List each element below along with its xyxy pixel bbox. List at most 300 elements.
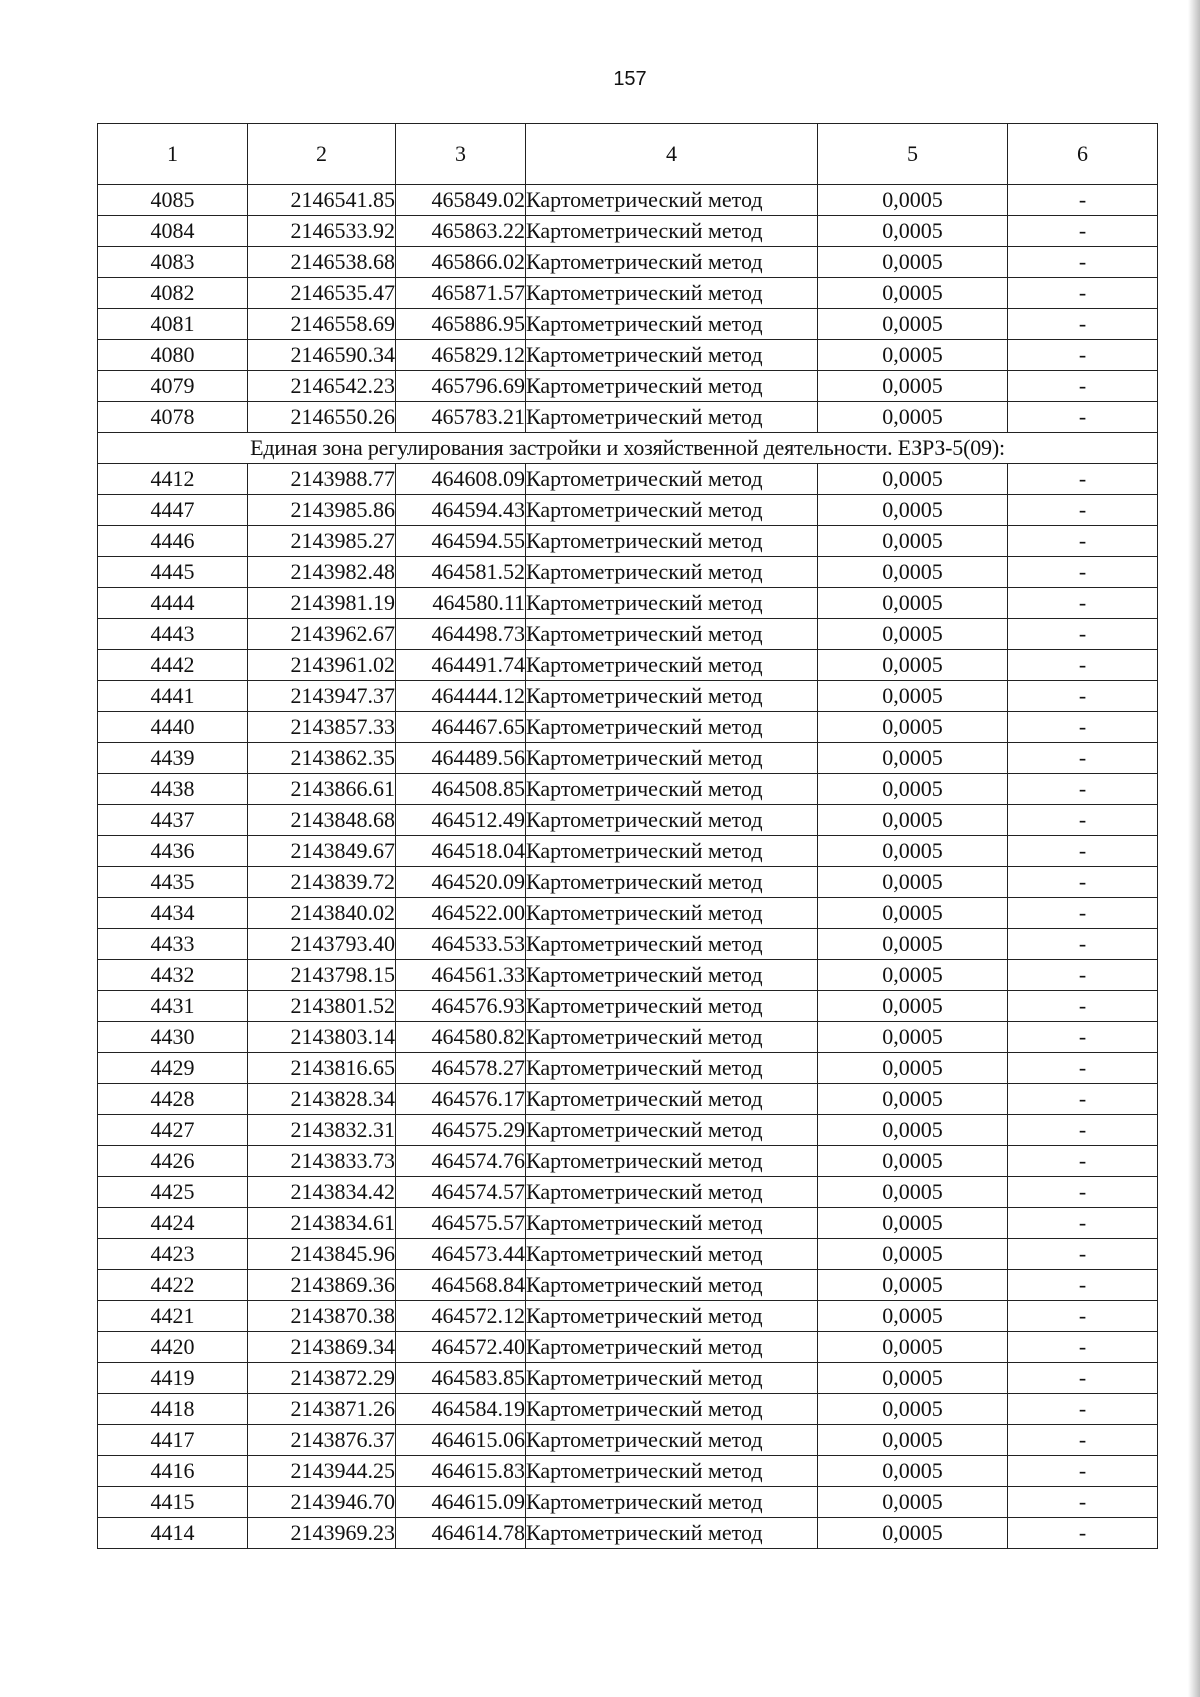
x-coordinate-cell: 2143866.61 [248, 774, 396, 805]
table-row [98, 1332, 1158, 1363]
accuracy-cell: 0,0005 [818, 774, 1008, 805]
table-row [98, 371, 1158, 402]
point-number-cell: 4446 [98, 526, 248, 557]
table-row [98, 278, 1158, 309]
note-cell: - [1008, 1115, 1158, 1146]
accuracy-cell: 0,0005 [818, 464, 1008, 495]
method-cell: Картометрический метод [526, 1053, 818, 1084]
table-row [98, 867, 1158, 898]
method-cell: Картометрический метод [526, 774, 818, 805]
method-cell: Картометрический метод [526, 278, 818, 309]
method-cell: Картометрический метод [526, 526, 818, 557]
x-coordinate-cell: 2143944.25 [248, 1456, 396, 1487]
table-row [98, 836, 1158, 867]
accuracy-cell: 0,0005 [818, 1456, 1008, 1487]
accuracy-cell: 0,0005 [818, 1177, 1008, 1208]
method-cell: Картометрический метод [526, 1332, 818, 1363]
point-number-cell: 4421 [98, 1301, 248, 1332]
note-cell: - [1008, 526, 1158, 557]
table-row [98, 929, 1158, 960]
x-coordinate-cell: 2143962.67 [248, 619, 396, 650]
method-cell: Картометрический метод [526, 1208, 818, 1239]
note-cell: - [1008, 836, 1158, 867]
method-cell: Картометрический метод [526, 1301, 818, 1332]
method-cell: Картометрический метод [526, 557, 818, 588]
note-cell: - [1008, 712, 1158, 743]
point-number-cell: 4081 [98, 309, 248, 340]
y-coordinate-cell: 464576.17 [396, 1084, 526, 1115]
method-cell: Картометрический метод [526, 1084, 818, 1115]
note-cell: - [1008, 495, 1158, 526]
note-cell: - [1008, 898, 1158, 929]
point-number-cell: 4423 [98, 1239, 248, 1270]
y-coordinate-cell: 464561.33 [396, 960, 526, 991]
table-row [98, 340, 1158, 371]
y-coordinate-cell: 464520.09 [396, 867, 526, 898]
x-coordinate-cell: 2146590.34 [248, 340, 396, 371]
table-row [98, 526, 1158, 557]
table-row [98, 898, 1158, 929]
accuracy-cell: 0,0005 [818, 681, 1008, 712]
accuracy-cell: 0,0005 [818, 588, 1008, 619]
method-cell: Картометрический метод [526, 1456, 818, 1487]
accuracy-cell: 0,0005 [818, 216, 1008, 247]
y-coordinate-cell: 464572.40 [396, 1332, 526, 1363]
y-coordinate-cell: 465829.12 [396, 340, 526, 371]
point-number-cell: 4082 [98, 278, 248, 309]
method-cell: Картометрический метод [526, 588, 818, 619]
point-number-cell: 4443 [98, 619, 248, 650]
table-row [98, 1456, 1158, 1487]
method-cell: Картометрический метод [526, 1115, 818, 1146]
note-cell: - [1008, 371, 1158, 402]
note-cell: - [1008, 1053, 1158, 1084]
x-coordinate-cell: 2143833.73 [248, 1146, 396, 1177]
point-number-cell: 4427 [98, 1115, 248, 1146]
method-cell: Картометрический метод [526, 1394, 818, 1425]
table-row [98, 619, 1158, 650]
accuracy-cell: 0,0005 [818, 495, 1008, 526]
note-cell: - [1008, 309, 1158, 340]
note-cell: - [1008, 743, 1158, 774]
note-cell: - [1008, 1022, 1158, 1053]
x-coordinate-cell: 2146558.69 [248, 309, 396, 340]
method-cell: Картометрический метод [526, 836, 818, 867]
header-col-2: 2 [248, 124, 396, 185]
table-row [98, 557, 1158, 588]
accuracy-cell: 0,0005 [818, 185, 1008, 216]
point-number-cell: 4428 [98, 1084, 248, 1115]
point-number-cell: 4416 [98, 1456, 248, 1487]
point-number-cell: 4439 [98, 743, 248, 774]
x-coordinate-cell: 2146542.23 [248, 371, 396, 402]
table-header [98, 124, 1158, 185]
note-cell: - [1008, 1301, 1158, 1332]
method-cell: Картометрический метод [526, 960, 818, 991]
accuracy-cell: 0,0005 [818, 1487, 1008, 1518]
y-coordinate-cell: 464594.43 [396, 495, 526, 526]
y-coordinate-cell: 464512.49 [396, 805, 526, 836]
note-cell: - [1008, 1239, 1158, 1270]
header-col-4: 4 [526, 124, 818, 185]
point-number-cell: 4432 [98, 960, 248, 991]
accuracy-cell: 0,0005 [818, 557, 1008, 588]
table-row [98, 774, 1158, 805]
method-cell: Картометрический метод [526, 1146, 818, 1177]
x-coordinate-cell: 2143803.14 [248, 1022, 396, 1053]
header-col-3: 3 [396, 124, 526, 185]
x-coordinate-cell: 2143849.67 [248, 836, 396, 867]
method-cell: Картометрический метод [526, 247, 818, 278]
y-coordinate-cell: 465886.95 [396, 309, 526, 340]
note-cell: - [1008, 557, 1158, 588]
method-cell: Картометрический метод [526, 340, 818, 371]
note-cell: - [1008, 216, 1158, 247]
point-number-cell: 4425 [98, 1177, 248, 1208]
note-cell: - [1008, 1518, 1158, 1549]
point-number-cell: 4433 [98, 929, 248, 960]
table-row [98, 1177, 1158, 1208]
x-coordinate-cell: 2146535.47 [248, 278, 396, 309]
table-row [98, 216, 1158, 247]
method-cell: Картометрический метод [526, 1363, 818, 1394]
accuracy-cell: 0,0005 [818, 898, 1008, 929]
accuracy-cell: 0,0005 [818, 278, 1008, 309]
y-coordinate-cell: 464594.55 [396, 526, 526, 557]
table-row [98, 247, 1158, 278]
table-row [98, 1394, 1158, 1425]
y-coordinate-cell: 464444.12 [396, 681, 526, 712]
y-coordinate-cell: 464575.57 [396, 1208, 526, 1239]
y-coordinate-cell: 464614.78 [396, 1518, 526, 1549]
accuracy-cell: 0,0005 [818, 960, 1008, 991]
note-cell: - [1008, 1146, 1158, 1177]
point-number-cell: 4080 [98, 340, 248, 371]
y-coordinate-cell: 465796.69 [396, 371, 526, 402]
point-number-cell: 4426 [98, 1146, 248, 1177]
x-coordinate-cell: 2143869.34 [248, 1332, 396, 1363]
accuracy-cell: 0,0005 [818, 1022, 1008, 1053]
note-cell: - [1008, 1270, 1158, 1301]
table-row [98, 309, 1158, 340]
accuracy-cell: 0,0005 [818, 247, 1008, 278]
accuracy-cell: 0,0005 [818, 309, 1008, 340]
y-coordinate-cell: 464575.29 [396, 1115, 526, 1146]
x-coordinate-cell: 2143848.68 [248, 805, 396, 836]
section-row [98, 433, 1158, 464]
x-coordinate-cell: 2143985.27 [248, 526, 396, 557]
point-number-cell: 4436 [98, 836, 248, 867]
point-number-cell: 4440 [98, 712, 248, 743]
accuracy-cell: 0,0005 [818, 712, 1008, 743]
note-cell: - [1008, 805, 1158, 836]
y-coordinate-cell: 464615.83 [396, 1456, 526, 1487]
point-number-cell: 4412 [98, 464, 248, 495]
method-cell: Картометрический метод [526, 805, 818, 836]
method-cell: Картометрический метод [526, 464, 818, 495]
y-coordinate-cell: 464574.76 [396, 1146, 526, 1177]
accuracy-cell: 0,0005 [818, 1239, 1008, 1270]
point-number-cell: 4429 [98, 1053, 248, 1084]
x-coordinate-cell: 2143988.77 [248, 464, 396, 495]
table-row [98, 1425, 1158, 1456]
x-coordinate-cell: 2143816.65 [248, 1053, 396, 1084]
note-cell: - [1008, 960, 1158, 991]
point-number-cell: 4424 [98, 1208, 248, 1239]
x-coordinate-cell: 2143834.42 [248, 1177, 396, 1208]
method-cell: Картометрический метод [526, 712, 818, 743]
y-coordinate-cell: 464467.65 [396, 712, 526, 743]
table-row [98, 1363, 1158, 1394]
point-number-cell: 4418 [98, 1394, 248, 1425]
y-coordinate-cell: 464580.82 [396, 1022, 526, 1053]
y-coordinate-cell: 465863.22 [396, 216, 526, 247]
x-coordinate-cell: 2146538.68 [248, 247, 396, 278]
table-row [98, 712, 1158, 743]
accuracy-cell: 0,0005 [818, 1518, 1008, 1549]
accuracy-cell: 0,0005 [818, 743, 1008, 774]
y-coordinate-cell: 464608.09 [396, 464, 526, 495]
note-cell: - [1008, 1084, 1158, 1115]
table-row [98, 464, 1158, 495]
x-coordinate-cell: 2143869.36 [248, 1270, 396, 1301]
table-row [98, 1115, 1158, 1146]
note-cell: - [1008, 1363, 1158, 1394]
accuracy-cell: 0,0005 [818, 1146, 1008, 1177]
accuracy-cell: 0,0005 [818, 402, 1008, 433]
method-cell: Картометрический метод [526, 867, 818, 898]
x-coordinate-cell: 2143947.37 [248, 681, 396, 712]
y-coordinate-cell: 464498.73 [396, 619, 526, 650]
table-row [98, 805, 1158, 836]
point-number-cell: 4444 [98, 588, 248, 619]
table-row [98, 1084, 1158, 1115]
note-cell: - [1008, 185, 1158, 216]
point-number-cell: 4435 [98, 867, 248, 898]
x-coordinate-cell: 2143840.02 [248, 898, 396, 929]
point-number-cell: 4447 [98, 495, 248, 526]
x-coordinate-cell: 2143845.96 [248, 1239, 396, 1270]
table-row [98, 495, 1158, 526]
x-coordinate-cell: 2146541.85 [248, 185, 396, 216]
method-cell: Картометрический метод [526, 1022, 818, 1053]
coordinates-table [97, 123, 1158, 1549]
point-number-cell: 4419 [98, 1363, 248, 1394]
x-coordinate-cell: 2143828.34 [248, 1084, 396, 1115]
note-cell: - [1008, 278, 1158, 309]
point-number-cell: 4420 [98, 1332, 248, 1363]
point-number-cell: 4417 [98, 1425, 248, 1456]
section-title: Единая зона регулирования застройки и хозяйственной деятельности. ЕЗРЗ-5(09): [98, 433, 1158, 464]
y-coordinate-cell: 464580.11 [396, 588, 526, 619]
method-cell: Картометрический метод [526, 216, 818, 247]
note-cell: - [1008, 991, 1158, 1022]
accuracy-cell: 0,0005 [818, 619, 1008, 650]
header-col-6: 6 [1008, 124, 1158, 185]
accuracy-cell: 0,0005 [818, 526, 1008, 557]
accuracy-cell: 0,0005 [818, 650, 1008, 681]
y-coordinate-cell: 464615.06 [396, 1425, 526, 1456]
point-number-cell: 4431 [98, 991, 248, 1022]
point-number-cell: 4422 [98, 1270, 248, 1301]
point-number-cell: 4442 [98, 650, 248, 681]
method-cell: Картометрический метод [526, 681, 818, 712]
note-cell: - [1008, 464, 1158, 495]
point-number-cell: 4083 [98, 247, 248, 278]
method-cell: Картометрический метод [526, 743, 818, 774]
table-row [98, 185, 1158, 216]
x-coordinate-cell: 2143798.15 [248, 960, 396, 991]
x-coordinate-cell: 2143946.70 [248, 1487, 396, 1518]
table-body [98, 185, 1158, 1549]
table-row [98, 1022, 1158, 1053]
x-coordinate-cell: 2143876.37 [248, 1425, 396, 1456]
accuracy-cell: 0,0005 [818, 1084, 1008, 1115]
accuracy-cell: 0,0005 [818, 867, 1008, 898]
note-cell: - [1008, 1456, 1158, 1487]
method-cell: Картометрический метод [526, 1487, 818, 1518]
y-coordinate-cell: 464533.53 [396, 929, 526, 960]
note-cell: - [1008, 1208, 1158, 1239]
note-cell: - [1008, 402, 1158, 433]
point-number-cell: 4415 [98, 1487, 248, 1518]
method-cell: Картометрический метод [526, 1239, 818, 1270]
method-cell: Картометрический метод [526, 1425, 818, 1456]
note-cell: - [1008, 247, 1158, 278]
table-row [98, 991, 1158, 1022]
point-number-cell: 4441 [98, 681, 248, 712]
accuracy-cell: 0,0005 [818, 1270, 1008, 1301]
note-cell: - [1008, 867, 1158, 898]
header-row [98, 124, 1158, 185]
note-cell: - [1008, 1177, 1158, 1208]
x-coordinate-cell: 2143834.61 [248, 1208, 396, 1239]
x-coordinate-cell: 2143862.35 [248, 743, 396, 774]
table-row [98, 1301, 1158, 1332]
x-coordinate-cell: 2143870.38 [248, 1301, 396, 1332]
point-number-cell: 4079 [98, 371, 248, 402]
note-cell: - [1008, 681, 1158, 712]
x-coordinate-cell: 2143801.52 [248, 991, 396, 1022]
y-coordinate-cell: 464584.19 [396, 1394, 526, 1425]
point-number-cell: 4438 [98, 774, 248, 805]
method-cell: Картометрический метод [526, 1177, 818, 1208]
x-coordinate-cell: 2143857.33 [248, 712, 396, 743]
table-row [98, 650, 1158, 681]
accuracy-cell: 0,0005 [818, 929, 1008, 960]
y-coordinate-cell: 464491.74 [396, 650, 526, 681]
method-cell: Картометрический метод [526, 1518, 818, 1549]
method-cell: Картометрический метод [526, 898, 818, 929]
accuracy-cell: 0,0005 [818, 1053, 1008, 1084]
note-cell: - [1008, 1332, 1158, 1363]
x-coordinate-cell: 2143839.72 [248, 867, 396, 898]
table-row [98, 402, 1158, 433]
y-coordinate-cell: 464489.56 [396, 743, 526, 774]
table-row [98, 1487, 1158, 1518]
y-coordinate-cell: 464572.12 [396, 1301, 526, 1332]
header-col-5: 5 [818, 124, 1008, 185]
accuracy-cell: 0,0005 [818, 1363, 1008, 1394]
table-row [98, 1239, 1158, 1270]
table-row [98, 681, 1158, 712]
table-row [98, 588, 1158, 619]
point-number-cell: 4078 [98, 402, 248, 433]
point-number-cell: 4437 [98, 805, 248, 836]
method-cell: Картометрический метод [526, 495, 818, 526]
scan-edge-shadow [1188, 0, 1200, 1697]
y-coordinate-cell: 464568.84 [396, 1270, 526, 1301]
point-number-cell: 4414 [98, 1518, 248, 1549]
table-row [98, 1270, 1158, 1301]
point-number-cell: 4085 [98, 185, 248, 216]
method-cell: Картометрический метод [526, 991, 818, 1022]
accuracy-cell: 0,0005 [818, 371, 1008, 402]
note-cell: - [1008, 1487, 1158, 1518]
y-coordinate-cell: 464518.04 [396, 836, 526, 867]
note-cell: - [1008, 588, 1158, 619]
x-coordinate-cell: 2143981.19 [248, 588, 396, 619]
note-cell: - [1008, 774, 1158, 805]
accuracy-cell: 0,0005 [818, 1332, 1008, 1363]
page-number: 157 [613, 68, 647, 90]
x-coordinate-cell: 2143832.31 [248, 1115, 396, 1146]
point-number-cell: 4084 [98, 216, 248, 247]
note-cell: - [1008, 340, 1158, 371]
note-cell: - [1008, 1425, 1158, 1456]
accuracy-cell: 0,0005 [818, 1394, 1008, 1425]
point-number-cell: 4430 [98, 1022, 248, 1053]
header-col-1: 1 [98, 124, 248, 185]
note-cell: - [1008, 619, 1158, 650]
accuracy-cell: 0,0005 [818, 1208, 1008, 1239]
x-coordinate-cell: 2143871.26 [248, 1394, 396, 1425]
y-coordinate-cell: 465871.57 [396, 278, 526, 309]
table-row [98, 1518, 1158, 1549]
method-cell: Картометрический метод [526, 371, 818, 402]
x-coordinate-cell: 2143985.86 [248, 495, 396, 526]
x-coordinate-cell: 2143793.40 [248, 929, 396, 960]
table-row [98, 743, 1158, 774]
method-cell: Картометрический метод [526, 402, 818, 433]
note-cell: - [1008, 929, 1158, 960]
y-coordinate-cell: 464573.44 [396, 1239, 526, 1270]
method-cell: Картометрический метод [526, 650, 818, 681]
accuracy-cell: 0,0005 [818, 991, 1008, 1022]
accuracy-cell: 0,0005 [818, 805, 1008, 836]
y-coordinate-cell: 465849.02 [396, 185, 526, 216]
point-number-cell: 4445 [98, 557, 248, 588]
x-coordinate-cell: 2146533.92 [248, 216, 396, 247]
x-coordinate-cell: 2143961.02 [248, 650, 396, 681]
y-coordinate-cell: 464574.57 [396, 1177, 526, 1208]
y-coordinate-cell: 464581.52 [396, 557, 526, 588]
accuracy-cell: 0,0005 [818, 1301, 1008, 1332]
table-row [98, 1053, 1158, 1084]
method-cell: Картометрический метод [526, 185, 818, 216]
method-cell: Картометрический метод [526, 929, 818, 960]
y-coordinate-cell: 464583.85 [396, 1363, 526, 1394]
y-coordinate-cell: 464508.85 [396, 774, 526, 805]
note-cell: - [1008, 1394, 1158, 1425]
y-coordinate-cell: 465783.21 [396, 402, 526, 433]
accuracy-cell: 0,0005 [818, 836, 1008, 867]
x-coordinate-cell: 2146550.26 [248, 402, 396, 433]
note-cell: - [1008, 650, 1158, 681]
point-number-cell: 4434 [98, 898, 248, 929]
table-row [98, 1146, 1158, 1177]
y-coordinate-cell: 464578.27 [396, 1053, 526, 1084]
